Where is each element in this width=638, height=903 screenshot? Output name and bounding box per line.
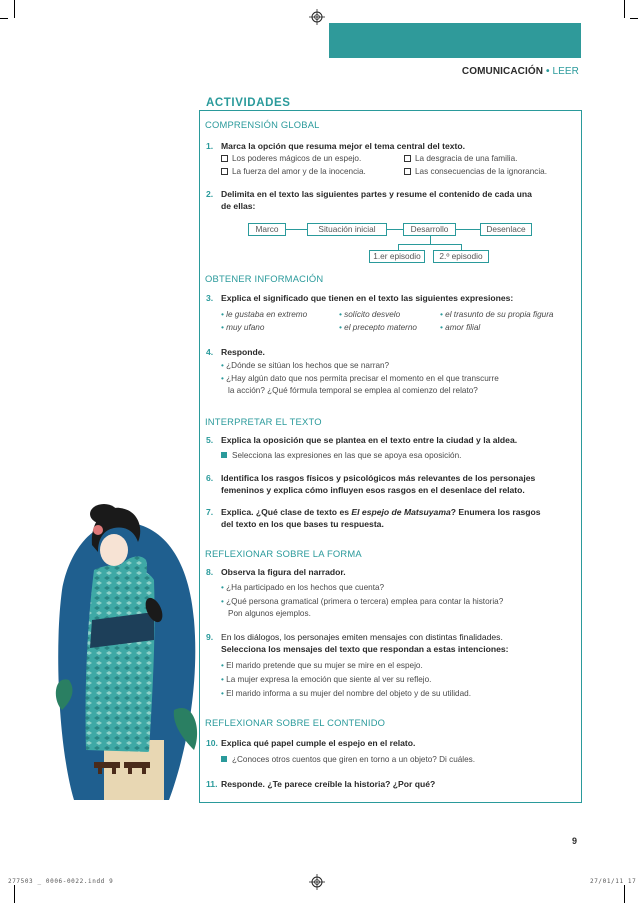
question-3 [206, 292, 566, 304]
question-text: Marca la opción que resuma mejor el tema central del texto. [221, 141, 466, 151]
flow-connector [430, 236, 431, 244]
question-text-cont: de ellas: [221, 201, 256, 211]
question-number: 2. [206, 189, 214, 199]
expression-item: • el precepto materno [339, 323, 417, 332]
page-number: 9 [572, 836, 578, 846]
sub-item: Selecciona las expresiones en las que se apoya esa oposición. [221, 450, 461, 462]
question-8 [206, 566, 566, 578]
flow-box-marco: Marco [248, 223, 286, 236]
question-number: 3. [206, 293, 214, 303]
square-bullet-icon [221, 452, 227, 458]
flow-box-situacion: Situación inicial [307, 223, 387, 236]
footer-date: 27/01/11 17 [590, 878, 637, 885]
question-text: Responde. [221, 347, 265, 357]
registration-mark-icon [309, 874, 325, 890]
sub-item: • El marido pretende que su mujer se mire en el espejo. [221, 661, 423, 670]
question-text-cont: Selecciona los mensajes del texto que respondan a estas intenciones: [221, 644, 509, 654]
question-text: Explica el significado que tienen en el texto las siguientes expresiones: [221, 293, 514, 303]
checkbox-icon[interactable] [404, 168, 411, 175]
question-number: 8. [206, 567, 214, 577]
question-number: 10. [206, 738, 218, 748]
question-2 [206, 188, 566, 212]
question-text: Identifica los rasgos físicos y psicológicos más relevantes de los personajes [221, 473, 536, 483]
question-number: 1. [206, 141, 214, 151]
geisha-illustration [54, 500, 204, 810]
header-color-bar [329, 23, 581, 58]
section-heading-global: COMPRENSIÓN GLOBAL [205, 119, 320, 130]
checkbox-icon[interactable] [221, 168, 228, 175]
question-number: 4. [206, 347, 214, 357]
footer-file-info: 277503 _ 0006-0022.indd 9 [8, 878, 114, 885]
crop-mark [630, 18, 638, 19]
sub-item-cont: la acción? ¿Qué fórmula temporal se emplea al comienzo del relato? [228, 386, 478, 395]
question-text: En los diálogos, los personajes emiten mensajes con distintas finalidades. [221, 632, 503, 642]
crop-mark [14, 0, 15, 18]
sub-item: • La mujer expresa la emoción que siente al ver su reflejo. [221, 675, 432, 684]
subsection-name: LEER [552, 66, 579, 77]
crop-mark [624, 885, 625, 903]
crop-mark [624, 0, 625, 18]
expression-item: • el trasunto de su propia figura [440, 310, 554, 319]
question-text: Explica la oposición que se plantea en el texto entre la ciudad y la aldea. [221, 435, 518, 445]
section-name: COMUNICACIÓN [461, 66, 544, 77]
crop-mark [14, 885, 15, 903]
checkbox-icon[interactable] [221, 155, 228, 162]
question-4 [206, 346, 566, 358]
crop-mark [0, 18, 8, 19]
sub-item: • ¿Ha participado en los hechos que cuenta? [221, 583, 385, 592]
option-1a[interactable]: Los poderes mágicos de un espejo. [221, 153, 361, 165]
question-5 [206, 434, 566, 446]
section-heading-form: REFLEXIONAR SOBRE LA FORMA [205, 548, 362, 559]
expression-item: • solícito desvelo [339, 310, 401, 319]
expression-item: • le gustaba en extremo [221, 310, 308, 319]
question-number: 5. [206, 435, 214, 445]
section-separator: • [545, 66, 550, 77]
flow-box-episode-2: 2.º episodio [433, 250, 489, 263]
section-heading-content: REFLEXIONAR SOBRE EL CONTENIDO [205, 717, 386, 728]
question-number: 6. [206, 473, 214, 483]
section-heading-info: OBTENER INFORMACIÓN [205, 273, 324, 284]
question-11 [206, 778, 566, 790]
question-1 [206, 140, 566, 152]
question-9 [206, 631, 566, 655]
question-text: Explica qué papel cumple el espejo en el relato. [221, 738, 416, 748]
question-text: Delimita en el texto las siguientes partes y resume el contenido de cada una [221, 189, 532, 199]
flow-connector [398, 244, 462, 245]
registration-mark-icon [309, 9, 325, 25]
sub-item: • ¿Hay algún dato que nos permita precisar el momento en el que transcurre [221, 374, 499, 383]
option-1b[interactable]: La desgracia de una familia. [404, 153, 517, 165]
question-7: 7. Explica. ¿Qué clase de texto es El espejo de Matsuyama? Enumera los rasgos del texto en los que bases tu respuesta. [206, 506, 566, 530]
activities-title: ACTIVIDADES [206, 97, 291, 109]
question-text-cont: del texto en los que bases tu respuesta. [221, 519, 384, 529]
question-6 [206, 472, 566, 496]
story-title: El espejo de Matsuyama [351, 507, 451, 517]
question-text: Responde. ¿Te parece creíble la historia? ¿Por qué? [221, 779, 436, 789]
sub-item: ¿Conoces otros cuentos que giren en torno a un objeto? Di cuáles. [221, 754, 475, 766]
option-1c[interactable]: La fuerza del amor y de la inocencia. [221, 166, 366, 178]
question-text-cont: femeninos y explica cómo influyen esos rasgos en el desenlace del relato. [221, 485, 525, 495]
section-heading-interpret: INTERPRETAR EL TEXTO [205, 416, 322, 427]
question-number: 11. [206, 779, 218, 789]
option-1d[interactable]: Las consecuencias de la ignorancia. [404, 166, 547, 178]
question-10 [206, 737, 566, 749]
flow-box-desenlace: Desenlace [480, 223, 532, 236]
square-bullet-icon [221, 756, 227, 762]
question-number: 7. [206, 507, 214, 517]
expression-item: • muy ufano [221, 323, 265, 332]
question-number: 9. [206, 632, 214, 642]
sub-item: • El marido informa a su mujer del nombre del objeto y de su utilidad. [221, 689, 471, 698]
checkbox-icon[interactable] [404, 155, 411, 162]
flow-box-desarrollo: Desarrollo [403, 223, 456, 236]
flow-box-episode-1: 1.er episodio [369, 250, 425, 263]
sub-item-cont: Pon algunos ejemplos. [228, 609, 311, 618]
section-label [462, 66, 579, 77]
sub-item: • ¿Qué persona gramatical (primera o tercera) emplea para contar la historia? [221, 597, 504, 606]
expression-item: • amor filial [440, 323, 481, 332]
question-text: Observa la figura del narrador. [221, 567, 346, 577]
sub-item: • ¿Dónde se sitúan los hechos que se narran? [221, 361, 390, 370]
